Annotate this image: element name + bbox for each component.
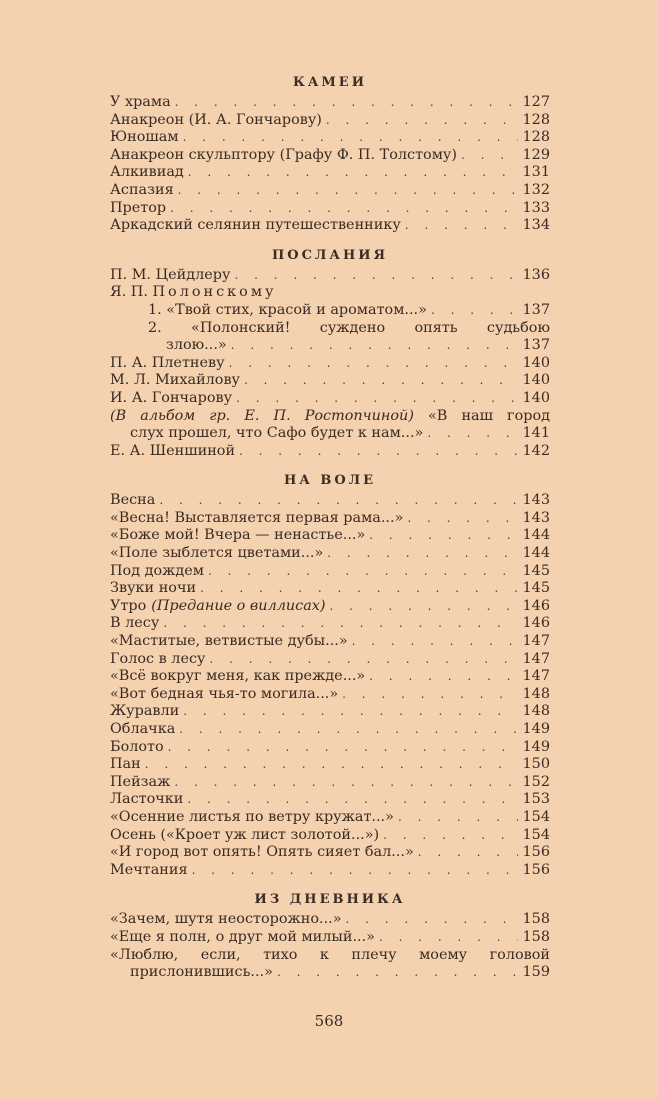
entry-title: 1. «Твой стих, красой и ароматом...» xyxy=(148,301,427,318)
toc-entry[interactable] xyxy=(110,580,550,598)
dot-leader xyxy=(174,182,518,200)
entry-page: 131 xyxy=(522,164,550,181)
dot-leader xyxy=(230,267,518,285)
entry-page: 136 xyxy=(522,266,550,283)
toc-entry[interactable] xyxy=(110,633,550,651)
dot-leader xyxy=(166,200,518,218)
entry-list xyxy=(110,94,550,235)
toc-entry[interactable] xyxy=(110,200,550,218)
entry-page: 145 xyxy=(522,562,550,579)
dot-leader xyxy=(322,112,518,130)
entry-title: Облачка xyxy=(110,721,176,737)
dot-leader xyxy=(323,545,518,563)
toc-entry[interactable] xyxy=(110,94,550,112)
entry-page: 158 xyxy=(522,928,550,945)
entry-title: «Вот бедная чья-то могила...» xyxy=(110,685,339,702)
entry-list xyxy=(110,911,550,946)
entry-title: Утро xyxy=(110,597,147,614)
dot-leader xyxy=(175,721,518,739)
entry-title-prefix: Я. П. xyxy=(110,284,148,301)
entry-title: Аркадский селянин путешественнику xyxy=(110,217,401,234)
entry-page: 147 xyxy=(522,668,550,685)
toc-entry[interactable] xyxy=(110,862,550,880)
entry-title: слух прошел, что Сафо будет к нам...» xyxy=(130,425,424,442)
entry-title-spaced: Полонскому xyxy=(152,284,277,301)
dot-leader xyxy=(206,651,519,669)
entry-page: 148 xyxy=(522,703,550,720)
dot-leader xyxy=(183,791,518,809)
toc-entry[interactable] xyxy=(110,703,550,721)
table-of-contents xyxy=(110,72,550,992)
entry-title: прислонившись...» xyxy=(130,964,273,981)
toc-entry[interactable] xyxy=(110,267,550,285)
entry-title: Алкивиад xyxy=(110,164,184,181)
entry-page: 149 xyxy=(522,738,550,755)
toc-entry[interactable] xyxy=(110,164,550,182)
entry-page: 156 xyxy=(522,844,550,861)
entry-page: 158 xyxy=(522,911,550,928)
section-title: КАМЕИ xyxy=(293,75,367,90)
entry-title: «Маститые, ветвистые дубы...» xyxy=(110,633,348,650)
dot-leader xyxy=(457,147,518,165)
toc-entry[interactable] xyxy=(110,929,550,947)
entry-title-line xyxy=(110,408,550,426)
entry-title: Журавли xyxy=(110,703,180,720)
entry-page: 152 xyxy=(522,773,550,790)
dot-leader xyxy=(326,598,518,616)
toc-entry[interactable] xyxy=(110,302,550,320)
entry-page: 140 xyxy=(522,389,550,406)
toc-entry[interactable] xyxy=(110,182,550,200)
entry-title: Пейзаж xyxy=(110,773,171,790)
dot-leader xyxy=(164,739,518,757)
toc-entry[interactable] xyxy=(110,545,550,563)
dot-leader xyxy=(379,827,518,845)
entry-title: Е. А. Шеншиной xyxy=(110,442,236,459)
entry-title: Звуки ночи xyxy=(110,580,197,597)
entry-title: Голос в лесу xyxy=(110,650,206,667)
dot-leader xyxy=(427,302,518,320)
entry-title: Претор xyxy=(110,199,167,216)
entry-page: 141 xyxy=(522,425,550,442)
entry-page: 140 xyxy=(522,354,550,371)
entry-title: Юношам xyxy=(110,129,179,146)
toc-entry[interactable] xyxy=(110,147,550,165)
page-number: 568 xyxy=(314,1012,344,1030)
dot-leader xyxy=(414,844,518,862)
toc-entry[interactable] xyxy=(110,686,550,704)
dot-leader xyxy=(365,527,518,545)
toc-entry[interactable] xyxy=(110,337,550,355)
entry-title: Под дождем xyxy=(110,562,204,579)
entry-title-line: 2. «Полонский! суждено опять судьбою xyxy=(148,319,550,336)
toc-entry[interactable] xyxy=(110,774,550,792)
entry-page: 147 xyxy=(522,633,550,650)
toc-entry[interactable] xyxy=(110,844,550,862)
section-kamei xyxy=(110,72,550,235)
toc-entry[interactable] xyxy=(110,372,550,390)
dot-leader xyxy=(141,756,518,774)
entry-page: 143 xyxy=(522,492,550,509)
toc-entry[interactable] xyxy=(110,129,550,147)
entry-page: 146 xyxy=(522,597,550,614)
dot-leader xyxy=(365,668,518,686)
entry-title: злою...» xyxy=(166,337,227,354)
dot-leader xyxy=(184,164,518,182)
entry-title-line: «Люблю, если, тихо к плечу моему головой xyxy=(110,946,550,963)
entry-page: 145 xyxy=(522,580,550,597)
toc-entry[interactable] xyxy=(110,615,550,633)
entry-title-rest: «В наш город xyxy=(428,407,550,424)
entry-page: 134 xyxy=(522,217,550,234)
entry-title: «Весна! Выставляется первая рама...» xyxy=(110,509,404,526)
dot-leader xyxy=(159,615,518,633)
entry-page: 143 xyxy=(522,509,550,526)
entry-title: Мечтания xyxy=(110,861,188,878)
toc-entry[interactable] xyxy=(110,563,550,581)
dot-leader xyxy=(155,492,518,510)
entry-title: И. А. Гончарову xyxy=(110,389,233,406)
toc-entry[interactable] xyxy=(110,668,550,686)
entry-page: 128 xyxy=(522,111,550,128)
toc-entry[interactable] xyxy=(110,827,550,845)
entry-title: «Поле зыблется цветами...» xyxy=(110,545,324,562)
toc-entry[interactable] xyxy=(110,809,550,827)
toc-entry[interactable] xyxy=(110,721,550,739)
dot-leader xyxy=(227,337,518,355)
toc-entry[interactable] xyxy=(110,791,550,809)
toc-entry[interactable] xyxy=(110,964,550,982)
entry-title-italic: (В альбом гр. Е. П. Ростопчиной) xyxy=(110,407,414,424)
toc-entry[interactable] xyxy=(110,217,550,235)
section-title: ПОСЛАНИЯ xyxy=(271,247,389,263)
toc-entry[interactable] xyxy=(110,390,550,408)
toc-entry[interactable] xyxy=(110,651,550,669)
entry-page: 148 xyxy=(522,685,550,702)
entry-page: 140 xyxy=(522,372,550,389)
toc-entry[interactable] xyxy=(110,492,550,510)
dot-leader xyxy=(179,129,518,147)
entry-title: В лесу xyxy=(110,615,160,632)
entry-page: 159 xyxy=(522,964,550,981)
toc-entry[interactable] xyxy=(110,756,550,774)
dot-leader xyxy=(375,929,518,947)
toc-entry[interactable] xyxy=(110,443,550,461)
toc-entry-heading xyxy=(110,284,550,302)
entry-title: У храма xyxy=(110,94,171,110)
dot-leader xyxy=(188,862,518,880)
entry-title: «Боже мой! Вчера — ненастье...» xyxy=(110,527,366,544)
entry-page: 154 xyxy=(522,808,550,825)
entry-title: «Всё вокруг меня, как прежде...» xyxy=(110,668,366,685)
section-title: НА ВОЛЕ xyxy=(283,473,377,489)
dot-leader xyxy=(196,580,518,598)
toc-entry[interactable] xyxy=(110,911,550,929)
dot-leader xyxy=(423,425,518,443)
entry-page: 129 xyxy=(522,146,550,163)
entry-title: М. Л. Михайлову xyxy=(110,372,241,389)
entry-page: 142 xyxy=(522,442,550,459)
dot-leader xyxy=(348,633,518,651)
toc-entry[interactable] xyxy=(110,425,550,443)
section-na-vole xyxy=(110,470,550,879)
entry-page: 144 xyxy=(522,545,550,562)
toc-entry[interactable] xyxy=(110,527,550,545)
toc-entry[interactable] xyxy=(110,739,550,757)
dot-leader xyxy=(204,563,518,581)
dot-leader xyxy=(179,703,518,721)
entry-title-italic: (Предание о виллисах) xyxy=(151,597,326,614)
section-title: ИЗ ДНЕВНИКА xyxy=(254,892,406,908)
entry-title: «И город вот опять! Опять сияет бал...» xyxy=(110,844,414,861)
entry-page: 137 xyxy=(522,337,550,354)
dot-leader xyxy=(240,372,518,390)
entry-title: Болото xyxy=(110,738,164,755)
dot-leader xyxy=(401,217,518,235)
toc-entry[interactable] xyxy=(110,355,550,373)
entry-page: 127 xyxy=(522,94,550,110)
entry-title: Пан xyxy=(110,756,141,773)
entry-page: 144 xyxy=(522,527,550,544)
dot-leader xyxy=(232,390,518,408)
entry-page: 128 xyxy=(522,129,550,146)
section-poslaniya xyxy=(110,245,550,461)
toc-entry[interactable] xyxy=(110,510,550,528)
dot-leader xyxy=(394,809,518,827)
dot-leader xyxy=(338,686,518,704)
entry-page: 146 xyxy=(522,615,550,632)
entry-list xyxy=(110,492,550,879)
entry-page: 153 xyxy=(522,791,550,808)
entry-title: Ласточки xyxy=(110,791,184,808)
entry-title: Анакреон (И. А. Гончарову) xyxy=(110,111,322,128)
dot-leader xyxy=(273,964,518,982)
entry-page: 149 xyxy=(522,721,550,737)
dot-leader xyxy=(170,774,518,792)
entry-title: «Осенние листья по ветру кружат...» xyxy=(110,808,394,825)
entry-page: 137 xyxy=(522,301,550,318)
entry-page: 156 xyxy=(522,861,550,878)
dot-leader xyxy=(225,355,518,373)
entry-title: Осень («Кроет уж лист золотой...») xyxy=(110,826,380,843)
entry-title: «Зачем, шутя неосторожно...» xyxy=(110,911,342,928)
dot-leader xyxy=(403,510,518,528)
dot-leader xyxy=(342,911,518,929)
entry-page: 147 xyxy=(522,650,550,667)
entry-page: 154 xyxy=(522,826,550,843)
entry-title: Анакреон скульптору (Графу Ф. П. Толстому) xyxy=(110,146,457,163)
dot-leader xyxy=(171,94,518,112)
entry-title: Весна xyxy=(110,492,156,509)
toc-entry[interactable] xyxy=(110,112,550,130)
entry-title: П. А. Плетневу xyxy=(110,354,225,371)
entry-title: «Еще я полн, о друг мой милый...» xyxy=(110,928,375,945)
section-iz-dnevnika xyxy=(110,889,550,981)
entry-title: П. М. Цейдлеру xyxy=(110,266,231,283)
dot-leader xyxy=(235,443,518,461)
entry-title: Аспазия xyxy=(110,181,174,198)
entry-page: 150 xyxy=(522,756,550,773)
toc-entry[interactable] xyxy=(110,598,550,616)
entry-page: 132 xyxy=(522,181,550,198)
entry-page: 133 xyxy=(522,199,550,216)
